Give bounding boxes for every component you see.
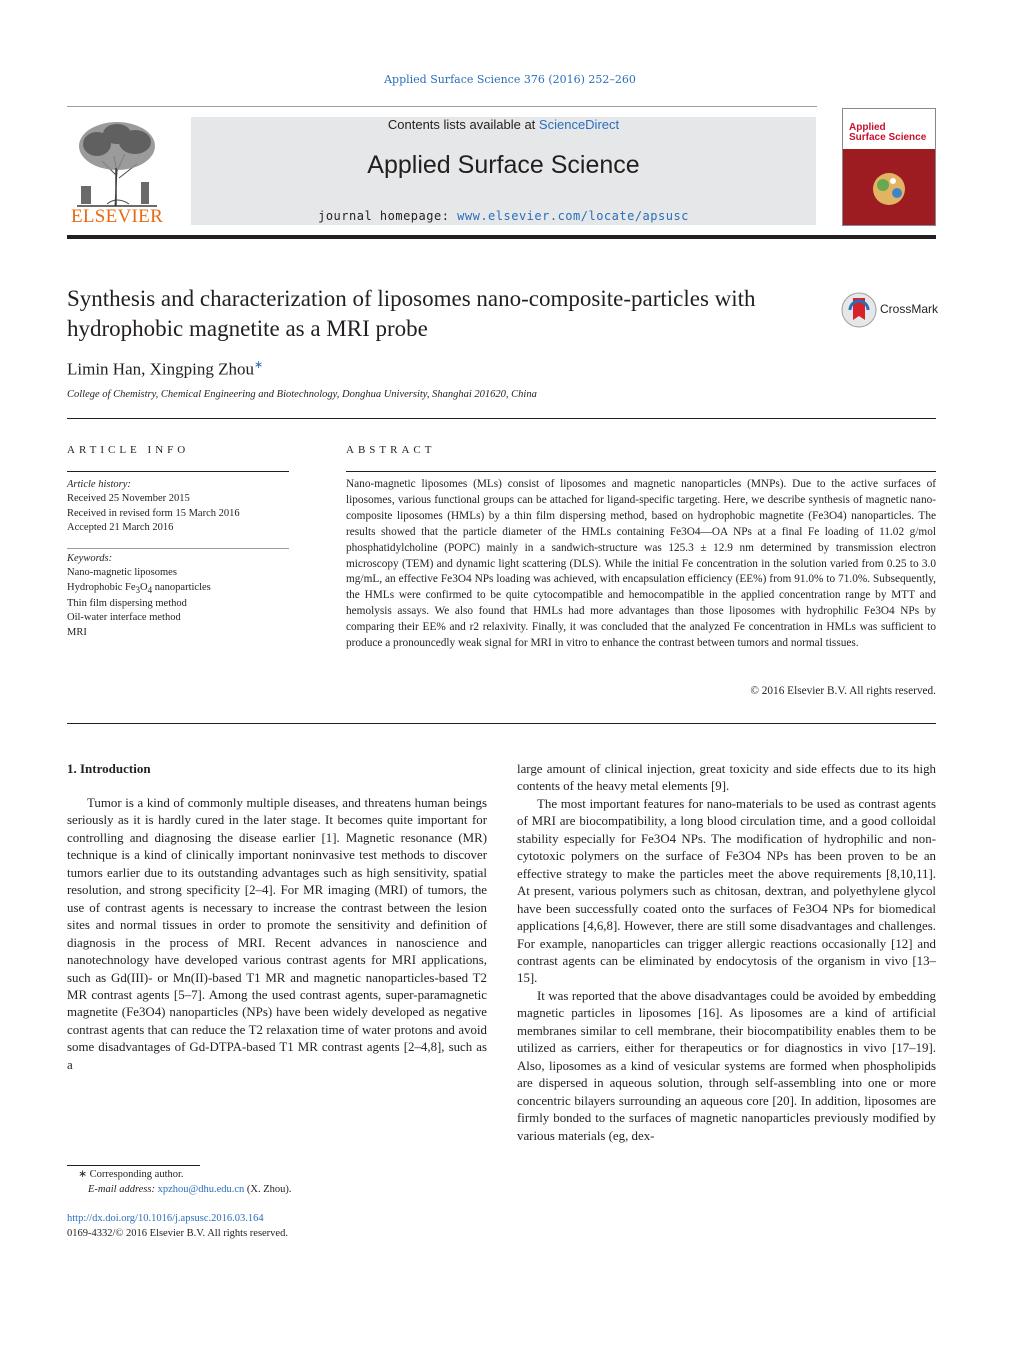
intro-paragraph-1: Tumor is a kind of commonly multiple diseases, and threatens human beings seriously as it is hardly cured in the later stage. It becomes quite important for controlling and diagnosing the disease earlier [1]. Magnetic resonance (MR) technique is a kind of clinically important noninvasive test methods to discover tumors earlier due to its outstanding advantages such as high sensitivity, spatial resolution, and strong specificity [2–4]. For MR imaging (MRI) of tumors, the use of contrast agents is necessary to increase the contrast between the lesion sites and normal tissues in order to promote the sensitivity and definition of diagnosis in the process of MRI. Recent advances in nanoscience and nanotechnology have developed various contrast agents for MRI applications, such as Gd(III)- or Mn(II)-based T1 MR and magnetic nanoparticles-based T2 MR contrast agents [5–7]. Among the used contrast agents, super-paramagnetic magnetite (Fe3O4) nanoparticles (NPs) have been widely developed as negative contrast agents that can reduce the T2 relaxation time of water protons and avoid some disadvantages of Gd-DTPA-based T1 MR contrast agents [2–4,8], such as a bbox=[67, 796, 487, 1072]
article-history bbox=[67, 478, 240, 535]
email-suffix: (X. Zhou). bbox=[246, 1183, 292, 1195]
footnote-rule bbox=[67, 1165, 200, 1166]
journal-cover-thumbnail[interactable] bbox=[842, 108, 936, 226]
crossmark-badge[interactable] bbox=[840, 290, 940, 330]
keyword-item: Thin film dispersing method bbox=[67, 597, 187, 609]
abstract-text: Nano-magnetic liposomes (MLs) consist of liposomes and magnetic nanoparticles (MNPs). Due to the active surfaces of liposomes, various functional groups can be attached for ligand-specific targeting. Here, we describe synthesis of magnetic nano-composite liposomes (HMLs) by a thin film dispersing method, based on hydrophobic magnetite (Fe3O4) nanoparticles. The results showed that the particle diameter of the HMLs containing Fe3O4—OA NPs at a final Fe loading of 11.02 g/mol phosphatidylcholine (POPC) mainly in a sandwich-structure was 125.3 ± 12.9 nm determined by transmission electron microscopy (TEM) and dynamic light scattering (DLS). While the initial Fe concentration in the solution varied from 0.25 to 3.0 mg/mL, an effective Fe3O4 NPs loading was achieved, with encapsulation efficiency (EE%) from 91.0% to 71.0%. Subsequently, the HMLs were confirmed to be quite cytocompatible and hemocompatible in the applied concentration range by MTT and hemolysis assays. We also found that HMLs had more advantages than those liposomes with hydrophilic Fe3O4 NPs by comparing their EE% and r2 relaxivity. Finally, it was concluded that the analyzed Fe concentration in HMLs was sufficient to produce a pronouncedly weak signal for MRI in vitro to enhance the contrast between tumors and normal tissues. bbox=[346, 478, 936, 650]
journal-masthead bbox=[191, 117, 816, 225]
history-label: Article history: bbox=[67, 479, 131, 490]
journal-reference[interactable]: Applied Surface Science 376 (2016) 252–260 bbox=[384, 73, 636, 86]
doi-block bbox=[67, 1212, 288, 1241]
footnote-email-line bbox=[67, 1183, 292, 1198]
intro-paragraph-2: The most important features for nano-materials to be used as contrast agents of MRI are biocompatibility, a long blood circulation time, and a good colloidal stability especially for Fe3O4 NPs. The modification of hydrophilic and non-cytotoxic polymers on the surface of Fe3O4 NPs has been proven to be an effective strategy to make the particles meet the above requirements [8,10,11]. At present, various polymers such as chitosan, dextran, and polyethylene glycol have been successfully coated onto the surfaces of Fe3O4 NPs for biomedical applications [4,6,8]. However, there are still some disadvantages and challenges. For example, nanoparticles can trigger allergic reactions occasionally [12] and contrast agents can be eliminated by endocytosis of the organism in vivo [13–15]. bbox=[517, 796, 936, 986]
history-received: Received 25 November 2015 bbox=[67, 493, 190, 505]
abstract-rule bbox=[346, 471, 936, 472]
contents-line bbox=[191, 117, 816, 132]
abstract-end-rule bbox=[67, 723, 936, 724]
keywords-rule bbox=[67, 548, 289, 549]
affiliation: College of Chemistry, Chemical Engineering and Biotechnology, Donghua University, Shanghai 201620, China bbox=[67, 389, 537, 400]
history-revised: Received in revised form 15 March 2016 bbox=[67, 507, 240, 519]
right-column bbox=[517, 761, 936, 1145]
contents-prefix: Contents lists available at bbox=[387, 117, 536, 132]
cover-title bbox=[849, 123, 926, 143]
footnote-corresponding-text: Corresponding author. bbox=[89, 1169, 184, 1180]
corresponding-author-footnote bbox=[67, 1168, 292, 1197]
author-names: Limin Han, Xingping Zhou bbox=[67, 359, 254, 379]
footnote-corresponding bbox=[67, 1168, 292, 1183]
footnote-mark: ∗ bbox=[78, 1169, 87, 1180]
intro-paragraph-1-continued: large amount of clinical injection, great toxicity and side effects due to its high contents of the heavy metal elements [9]. bbox=[517, 762, 936, 794]
paper-title: Synthesis and characterization of liposomes nano-composite-particles with hydrophobic magnetite as a MRI probe bbox=[67, 286, 756, 341]
cover-title-line2: Surface Science bbox=[849, 132, 927, 143]
cover-header bbox=[843, 109, 935, 147]
left-column bbox=[67, 795, 487, 1074]
homepage-line bbox=[191, 209, 816, 223]
email-label: E-mail address: bbox=[88, 1183, 155, 1195]
email-link[interactable]: xpzhou@dhu.edu.cn bbox=[157, 1183, 245, 1195]
title-rule bbox=[67, 418, 936, 419]
keywords-label: Keywords: bbox=[67, 553, 113, 564]
cover-title-line1: Applied bbox=[849, 122, 886, 133]
cover-body bbox=[843, 149, 935, 225]
article-info-rule bbox=[67, 471, 289, 472]
homepage-link[interactable]: www.elsevier.com/locate/apsusc bbox=[457, 209, 689, 223]
author-list bbox=[67, 358, 263, 380]
sciencedirect-link[interactable]: ScienceDirect bbox=[538, 117, 620, 132]
header-rule bbox=[67, 106, 817, 107]
elsevier-logo[interactable] bbox=[67, 116, 167, 230]
keyword-item: Oil-water interface method bbox=[67, 612, 181, 624]
crossmark-icon bbox=[840, 290, 878, 330]
keyword-item: MRI bbox=[67, 626, 87, 638]
issn-line: 0169-4332/© 2016 Elsevier B.V. All rights reserved. bbox=[67, 1227, 288, 1239]
doi-link[interactable]: http://dx.doi.org/10.1016/j.apsusc.2016.03.164 bbox=[67, 1213, 264, 1224]
corresponding-author-mark[interactable]: ∗ bbox=[253, 359, 264, 371]
keyword-item: Nano-magnetic liposomes bbox=[67, 567, 177, 579]
intro-paragraph-3: It was reported that the above disadvantages could be avoided by embedding magnetic particles in liposomes [16]. As liposomes are a kind of artificial membranes similar to cell membrane, their biocompatibility enables them to be utilized as carriers, either for therapeutics or for diagnostics in vivo [17–19]. Also, liposomes as a kind of vesicular systems are formed when phospholipids are dispersed in aqueous solution, through self-assembling into one or more concentric bilayers surrounding an aqueous core [20]. In addition, liposomes are firmly bonded to the surfaces of magnetic nanoparticles previously modified by various materials (eg, dex- bbox=[517, 988, 936, 1143]
journal-name[interactable]: Applied Surface Science bbox=[367, 151, 640, 179]
article-info-heading: ARTICLE INFO bbox=[67, 444, 190, 456]
section-heading-introduction: 1. Introduction bbox=[67, 761, 151, 776]
masthead-rule bbox=[67, 235, 936, 239]
abstract-heading: ABSTRACT bbox=[346, 444, 436, 456]
crossmark-label: CrossMark bbox=[880, 302, 939, 316]
homepage-prefix: journal homepage: bbox=[318, 209, 450, 223]
history-accepted: Accepted 21 March 2016 bbox=[67, 521, 174, 533]
elsevier-tree-icon bbox=[67, 116, 167, 208]
keyword-item: Hydrophobic $Fe_3O_4$ nanoparticles bbox=[67, 581, 211, 595]
abstract-copyright: © 2016 Elsevier B.V. All rights reserved. bbox=[750, 685, 936, 697]
cover-artwork-icon bbox=[843, 149, 935, 225]
keywords-block bbox=[67, 552, 211, 640]
elsevier-wordmark: ELSEVIER bbox=[70, 206, 164, 227]
